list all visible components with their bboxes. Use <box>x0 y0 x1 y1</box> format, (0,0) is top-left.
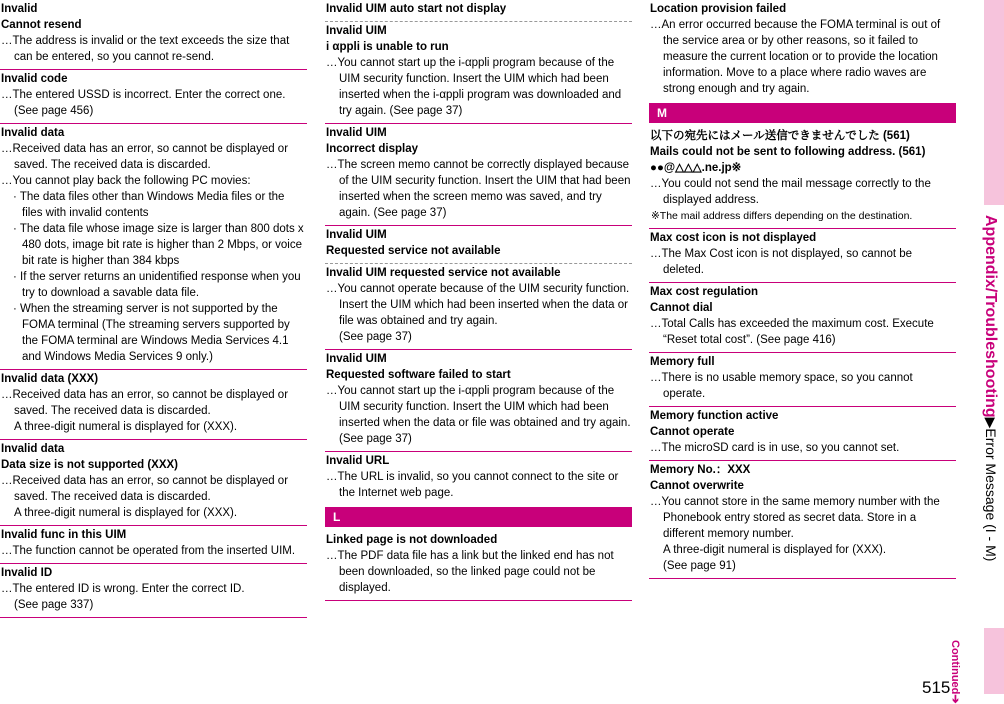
entry-continuation: (See page 337) <box>14 599 94 611</box>
entry-title: Memory function active <box>650 410 779 422</box>
entry-description: …You cannot operate because of the UIM security function. Insert the UIM which had been inserted when the data or file was obtained and try again. <box>326 283 630 327</box>
entry-title: Mails could not be sent to following address. (561) <box>650 146 926 158</box>
side-heading <box>978 205 1004 625</box>
error-entry <box>649 229 956 283</box>
error-entry <box>649 0 956 101</box>
entry-description: …An error occurred because the FOMA terminal is out of the service area or by other reasons, so it failed to measure the current location or to provide the location information. Move to a place where radio waves are strong enough and try again. <box>650 19 941 95</box>
entry-title: Invalid code <box>1 73 68 85</box>
entry-title: Requested software failed to start <box>326 369 511 381</box>
error-entry <box>0 370 307 440</box>
entry-title: Cannot operate <box>650 426 735 438</box>
error-entry <box>325 264 632 350</box>
error-entry <box>325 124 632 226</box>
entry-description: …The PDF data file has a link but the linked end has not been downloaded, so the linked page could not be displayed. <box>326 550 614 594</box>
entry-title: Invalid URL <box>326 455 390 467</box>
entry-subitem: · The data file whose image size is larger than 800 dots x 480 dots, image bit rate is higher than 2 Mbps, or voice bit rate is higher than 384 kbps <box>13 223 304 267</box>
entry-subitem: · When the streaming server is not supported by the FOMA terminal (The streaming servers supported by the FOMA terminal are Windows Media Services 4.1 and Windows Media Services 9 only.) <box>13 303 290 363</box>
section-header-m: M <box>649 103 956 123</box>
entry-description: …The entered USSD is incorrect. Enter the correct one. (See page 456) <box>1 89 286 117</box>
entry-description: …The entered ID is wrong. Enter the correct ID. <box>1 583 245 595</box>
entry-title: Invalid UIM requested service not available <box>326 267 561 279</box>
entry-title: Max cost regulation <box>650 286 758 298</box>
error-entry <box>0 0 307 70</box>
entry-title: Location provision failed <box>650 3 787 15</box>
entry-description: …The address is invalid or the text exceeds the size that can be entered, so you cannot re-send. <box>1 35 290 63</box>
entry-title: Invalid data <box>1 127 65 139</box>
error-entry <box>0 70 307 124</box>
column-3 <box>649 0 956 579</box>
entry-description: …The screen memo cannot be correctly displayed because of the UIM security function. Insert the UIM that had been inserted when the screen memo was saved, and try again. (See page 37) <box>326 159 631 219</box>
section-header-l: L <box>325 507 632 527</box>
error-entry <box>649 461 956 579</box>
error-entry <box>325 226 632 264</box>
error-entry <box>0 440 307 526</box>
entry-continuation: A three-digit numeral is displayed for (XXX). <box>14 421 238 433</box>
entry-title: Max cost icon is not displayed <box>650 232 817 244</box>
entry-title: Invalid data <box>1 443 65 455</box>
entry-description: …Received data has an error, so cannot be displayed or saved. The received data is discarded. <box>1 143 289 171</box>
entry-note: ※The mail address differs depending on the destination. <box>651 210 913 222</box>
error-entry <box>325 452 632 505</box>
entry-title: i αppli is unable to run <box>326 41 449 53</box>
error-entry <box>649 283 956 353</box>
entry-subitem: · If the server returns an unidentified response when you try to download a savable data file. <box>13 271 301 299</box>
chapter-title: Appendix/Troubleshooting <box>982 215 999 418</box>
column-1 <box>0 0 307 618</box>
error-entry <box>325 350 632 452</box>
entry-title: 以下の宛先にはメール送信できませんでした (561) <box>650 130 910 142</box>
entry-description: …The Max Cost icon is not displayed, so cannot be deleted. <box>650 248 913 276</box>
entry-description: …You cannot start up the i-αppli program because of the UIM security function. Insert the UIM which had been inserted when the data or file was obtained and try again. (See page 37) <box>326 385 631 445</box>
entry-title: Invalid UIM <box>326 353 387 365</box>
entry-title: Incorrect display <box>326 143 419 155</box>
entry-continuation: A three-digit numeral is displayed for (XXX). <box>14 507 238 519</box>
entry-description: …You cannot store in the same memory number with the Phonebook entry stored as secret data. Store in a different memory number. <box>650 496 940 540</box>
error-entry <box>325 0 632 22</box>
entry-description: (See page 91) <box>663 560 736 572</box>
entry-title: Linked page is not downloaded <box>326 534 498 546</box>
entry-title: Invalid UIM auto start not display <box>326 3 507 15</box>
error-entry <box>649 353 956 407</box>
error-entry <box>649 407 956 461</box>
mail-entry <box>649 127 956 229</box>
entry-description: …The function cannot be operated from the inserted UIM. <box>1 545 296 557</box>
entry-title: Invalid ID <box>1 567 53 579</box>
error-entry <box>0 124 307 370</box>
entry-title: Memory No.：XXX <box>650 464 751 476</box>
entry-title: Cannot dial <box>650 302 713 314</box>
entry-description: …You cannot start up the i-αppli program because of the UIM security function. Insert the UIM which had been inserted when the i-αppli program was downloaded and try again. (See page 37) <box>326 57 622 117</box>
entry-description: …There is no usable memory space, so you cannot operate. <box>650 372 913 400</box>
entry-title: Invalid UIM <box>326 127 387 139</box>
entry-title: Cannot overwrite <box>650 480 744 492</box>
entry-description: …The microSD card is in use, so you cannot set. <box>650 442 900 454</box>
entry-title: Invalid UIM <box>326 25 387 37</box>
page-number: 515 <box>922 678 951 697</box>
entry-title: Invalid UIM <box>326 229 387 241</box>
error-entry <box>325 22 632 124</box>
column-2 <box>325 0 632 601</box>
entry-description: A three-digit numeral is displayed for (XXX). <box>663 544 887 556</box>
continued-label: Continued➔ <box>949 640 961 704</box>
entry-description: …Received data has an error, so cannot be displayed or saved. The received data is discarded. <box>1 389 289 417</box>
entry-title: ●●@△△△.ne.jp※ <box>650 162 742 174</box>
entry-title: Requested service not available <box>326 245 501 257</box>
entry-title: Invalid func in this UIM <box>1 529 127 541</box>
entry-continuation: (See page 37) <box>339 331 412 343</box>
entry-title: Memory full <box>650 356 715 368</box>
entry-subitem: · The data files other than Windows Media files or the files with invalid contents <box>13 191 285 219</box>
entry-description: …Total Calls has exceeded the maximum cost. Execute “Reset total cost”. (See page 416) <box>650 318 934 346</box>
section-title: ▶Error Message (I - M) <box>983 417 999 562</box>
error-entry <box>0 564 307 618</box>
entry-description: …The URL is invalid, so you cannot connect to the site or the Internet web page. <box>326 471 619 499</box>
entry-title: Invalid <box>1 3 38 15</box>
entry-description: …Received data has an error, so cannot be displayed or saved. The received data is discarded. <box>1 475 289 503</box>
entry-description: …You cannot play back the following PC movies: <box>1 175 251 187</box>
entry-title: Cannot resend <box>1 19 82 31</box>
entry-description: …You could not send the mail message correctly to the displayed address. <box>650 178 931 206</box>
error-entry <box>0 526 307 564</box>
entry-title: Data size is not supported (XXX) <box>1 459 178 471</box>
entry-title: Invalid data (XXX) <box>1 373 99 385</box>
error-entry <box>325 531 632 601</box>
